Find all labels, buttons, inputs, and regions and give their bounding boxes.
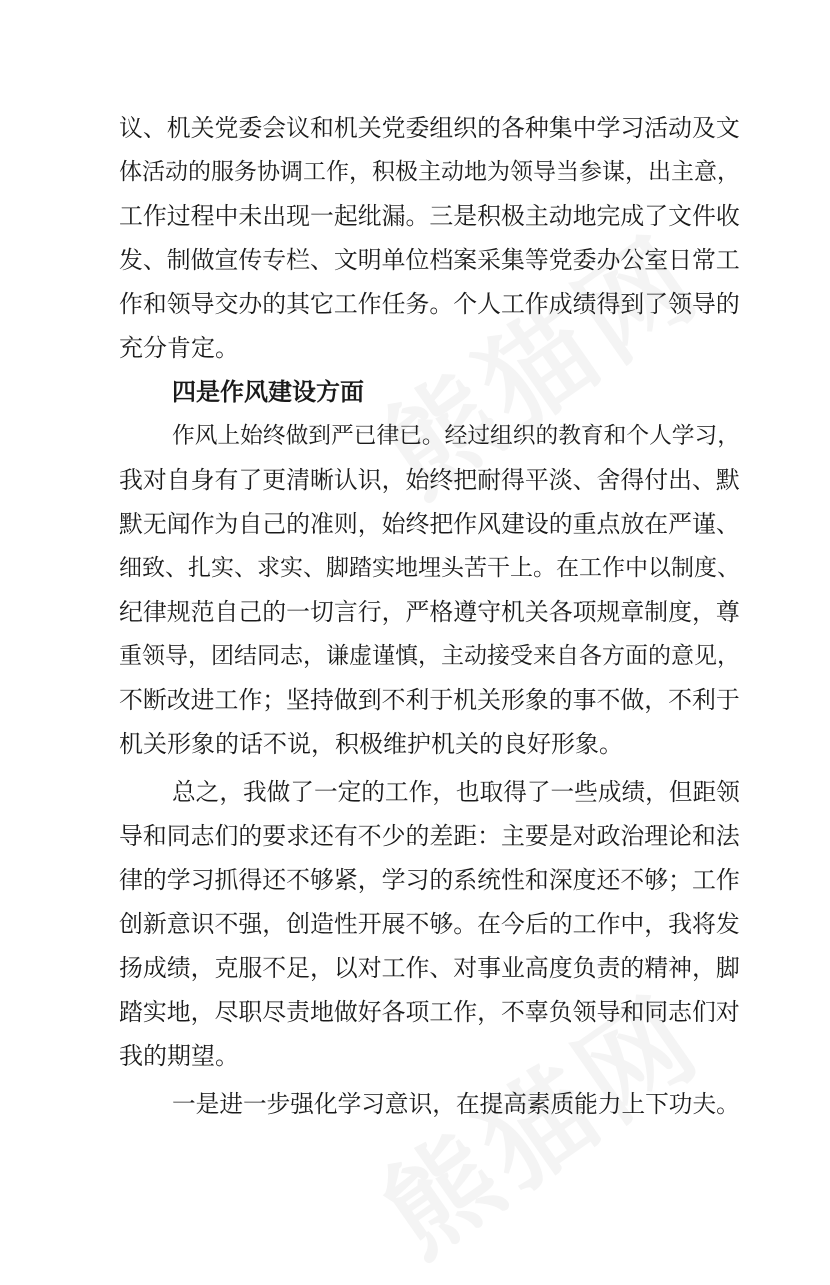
body-line-18: 律的学习抓得还不够紧，学习的系统性和深度还不够；工作 [119, 866, 740, 894]
body-line-4: 发、制做宣传专栏、文明单位档案采集等党委办公室日常工 [119, 246, 740, 274]
body-line-3: 工作过程中未出现一起纰漏。三是积极主动地完成了文件收 [119, 202, 740, 230]
body-line-23: 一是进一步强化学习意识，在提高素质能力上下功夫。 [172, 1090, 740, 1118]
body-line-1: 议、机关党委会议和机关党委组织的各种集中学习活动及文 [119, 114, 740, 142]
body-line-13: 重领导，团结同志，谦虚谨慎，主动接受来自各方面的意见， [119, 643, 740, 669]
section-heading: 四是作风建设方面 [172, 377, 364, 406]
body-line-12: 纪律规范自己的一切言行，严格遵守机关各项规章制度，尊 [119, 598, 740, 626]
body-line-6: 充分肯定。 [119, 334, 239, 362]
body-line-5: 作和领导交办的其它工作任务。个人工作成绩得到了领导的 [119, 290, 740, 318]
body-line-15: 机关形象的话不说，积极维护机关的良好形象。 [119, 730, 623, 758]
body-line-21: 踏实地，尽职尽责地做好各项工作，不辜负领导和同志们对 [119, 998, 740, 1026]
body-line-9: 我对自身有了更清晰认识，始终把耐得平淡、舍得付出、默 [119, 466, 740, 494]
body-line-11: 细致、扎实、求实、脚踏实地埋头苦干上。在工作中以制度、 [119, 555, 740, 581]
body-line-8: 作风上始终做到严已律已。经过组织的教育和个人学习， [172, 423, 740, 449]
body-line-2: 体活动的服务协调工作，积极主动地为领导当参谋，出主意， [119, 159, 740, 185]
body-line-14: 不断改进工作；坚持做到不利于机关形象的事不做，不利于 [119, 686, 740, 714]
body-line-19: 创新意识不强，创造性开展不够。在今后的工作中，我将发 [119, 910, 740, 938]
body-line-16: 总之，我做了一定的工作，也取得了一些成绩，但距领 [172, 778, 740, 806]
body-line-10: 默无闻作为自己的准则，始终把作风建设的重点放在严谨、 [119, 510, 740, 538]
body-line-20: 扬成绩，克服不足，以对工作、对事业高度负责的精神，脚 [119, 954, 740, 982]
body-line-17: 导和同志们的要求还有不少的差距：主要是对政治理论和法 [119, 822, 740, 850]
body-line-22: 我的期望。 [119, 1042, 239, 1070]
